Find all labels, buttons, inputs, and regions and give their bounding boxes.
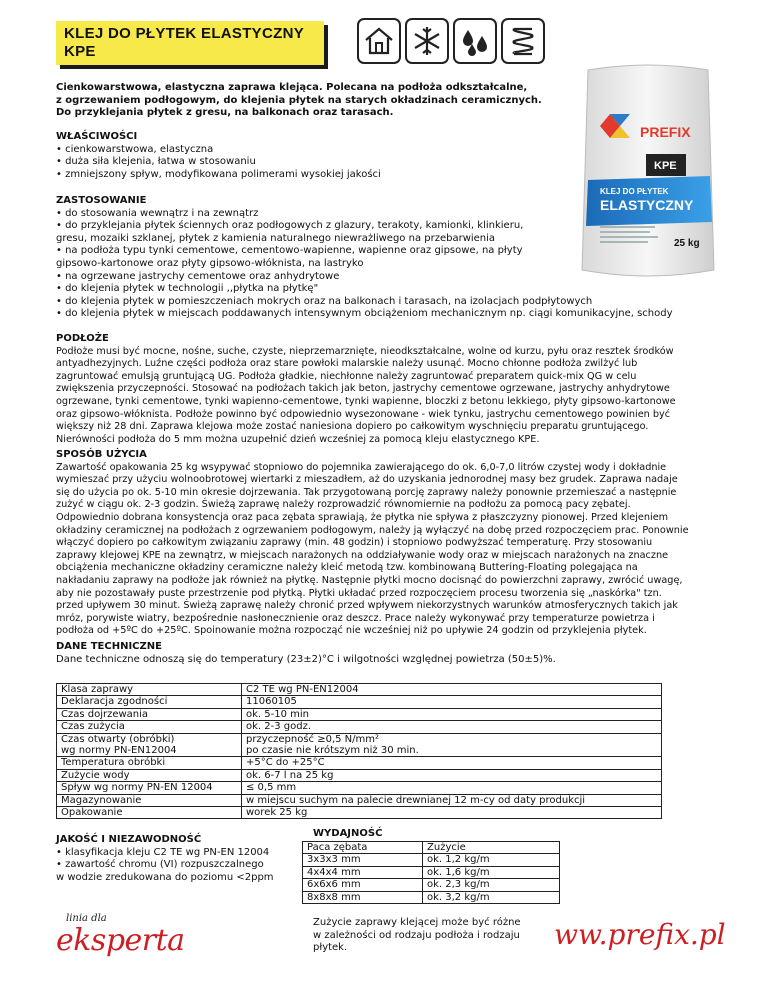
table-row xyxy=(57,721,662,733)
table-row xyxy=(57,696,662,708)
section-zastosowanie xyxy=(56,195,673,321)
section-podloze xyxy=(56,333,676,446)
list-item: • zawartość chromu (VI) rozpuszczalnego xyxy=(56,859,264,871)
table-cell: ok. 5-10 min xyxy=(242,708,662,720)
note-line: Zużycie zaprawy klejącej może być różne xyxy=(313,917,521,928)
house-icon xyxy=(357,18,401,64)
text-line: wymieszać przy użyciu wolnoobrotowej wiertarki z mieszadłem, aż do uzyskania jednorodnej masy bez grudek. Zaprawa nadaje xyxy=(56,474,678,486)
note-line: płytek. xyxy=(313,942,348,954)
cell-line: po czasie nie krótszym niż 30 min. xyxy=(246,745,419,757)
intro-line: Cienkowarstwowa, elastyczna zaprawa klejąca. Polecana na podłoża odkształcalne, xyxy=(56,82,528,93)
table-row xyxy=(303,879,560,891)
table-cell: Opakowanie xyxy=(57,807,242,819)
table-cell: Magazynowanie xyxy=(57,794,242,806)
table-cell: ok. 3,2 kg/m xyxy=(423,891,560,903)
section-sposob-uzycia xyxy=(56,449,689,638)
text-line: podłoża od +5ºC do +25ºC. Spoinowanie można rozpocząć nie wcześniej niż po upływie 24 godzin od przyklejenia płytek. xyxy=(56,625,647,637)
text-line: Podłoże musi być mocne, nośne, suche, czyste, nieprzemarznięte, nieodkształcalne, wolne od kurzu, pyłu oraz resztek środków xyxy=(56,345,674,357)
text-line: aby nie pozostawały puste przestrzenie pod płytką. Płytki układać przed rozpoczęciem procesu tworzenia się „naskórka" tzn. xyxy=(56,587,662,599)
text-line: Odpowiednio dobrana konsystencja oraz paca zębata sprawiają, że płytka nie spływa z płaszczyzny pionowej. Przed klejeniem xyxy=(56,511,669,523)
product-title-box xyxy=(56,21,324,65)
text-line: gresu, mozaiki szklanej, płytek z kamienia naturalnego niewrażliwego na przebarwienia xyxy=(56,232,496,244)
table-cell: 11060105 xyxy=(242,696,662,708)
table-cell: ok. 2,3 kg/m xyxy=(423,879,560,891)
table-cell xyxy=(242,733,662,757)
text-line: zużyć w ciągu ok. 2-3 godzin. Świeżą zaprawę należy rozprowadzić równomiernie na podłożu za pomocą pacy zębatej. xyxy=(56,499,631,511)
bag-label2: ELASTYCZNY xyxy=(600,197,694,213)
section-wydajnosc xyxy=(313,828,382,841)
cell-line: wg normy PN-EN12004 xyxy=(61,745,177,757)
text-line: • do stosowania wewnątrz i na zewnątrz xyxy=(56,207,259,219)
text-line: przed upływem 30 minut. Świeżą zaprawę należy chronić przed wpływem niekorzystnych warunków atmosferycznych takich jak xyxy=(56,600,678,612)
logo-big-text: eksperta xyxy=(56,923,185,958)
table-cell: worek 25 kg xyxy=(242,807,662,819)
table-cell: Spływ wg normy PN-EN 12004 xyxy=(57,782,242,794)
linia-dla-eksperta-logo xyxy=(56,913,186,973)
text-line: • do klejenia płytek w pomieszczeniach mokrych oraz na balkonach i tarasach, na izolacjach podpłytowych xyxy=(56,295,593,307)
logo-small-text: linia dla xyxy=(66,913,107,924)
text-line: • do klejenia płytek w technologii ,,płytka na płytkę" xyxy=(56,283,319,295)
section-heading: SPOSÓB UŻYCIA xyxy=(56,449,147,460)
table-cell: 4x4x4 mm xyxy=(303,866,423,878)
dane-subtitle: Dane techniczne odnoszą się do temperatury (23±2)°C i wilgotności względnej powietrza (50±5)%. xyxy=(56,653,556,665)
table-row xyxy=(303,866,560,878)
table-row xyxy=(57,807,662,819)
product-title: KLEJ DO PŁYTEK ELASTYCZNY xyxy=(64,25,305,42)
section-dane-techniczne xyxy=(56,641,556,666)
text-line: zagruntować emulsją gruntującą UG. Podłoża gładkie, niechłonne należy zagruntować preparatem quick-mix QG w celu xyxy=(56,370,637,382)
text-line: obciążenia mechaniczne okładziny ceramiczne należy kleić metodą tzw. kombinowaną Buttering-Floating polegająca na xyxy=(56,562,638,574)
table-row xyxy=(57,733,662,757)
table-row xyxy=(57,757,662,769)
text-line: ogrzewane, tynki cementowe, tynki wapienno-cementowe, tynki wapienne, bloczki z betonu lekkiego, płyty gipsowo-kartonowe xyxy=(56,395,676,407)
website-link[interactable]: ww.prefix.pl xyxy=(554,918,726,951)
wydajnosc-table xyxy=(302,841,560,904)
table-row xyxy=(57,782,662,794)
wydajnosc-note xyxy=(313,917,521,955)
table-row xyxy=(303,891,560,903)
text-line: zaprawy klejowej KPE na zewnątrz, w miejscach narażonych na oddziaływanie wody oraz w miejscach narażonych na znaczne xyxy=(56,549,669,561)
text-line: włączyć dopiero po całkowitym związaniu zaprawy (min. 48 godzin) i stopniowo podwyższać temperaturę. Przy stosowaniu xyxy=(56,537,653,549)
water-drops-icon xyxy=(453,18,497,64)
list-item: • duża siła klejenia, łatwa w stosowaniu xyxy=(56,156,256,168)
text-line: Zawartość opakowania 25 kg wsypywać stopniowo do pojemnika zawierającego do ok. 6,0-7,0 litrów czystej wody i dokładnie xyxy=(56,461,667,473)
table-cell: 6x6x6 mm xyxy=(303,879,423,891)
table-cell: w miejscu suchym na palecie drewnianej 12 m-cy od daty produkcji xyxy=(242,794,662,806)
intro-line: Do przyklejania płytek z gresu, na balkonach oraz tarasach. xyxy=(56,107,394,119)
section-heading: WŁAŚCIWOŚCI xyxy=(56,131,138,142)
table-row xyxy=(57,708,662,720)
table-cell: 3x3x3 mm xyxy=(303,854,423,866)
section-heading: DANE TECHNICZNE xyxy=(56,641,162,652)
bag-code: KPE xyxy=(654,160,677,172)
text-line: antyadhezyjnych. Luźne części podłoża oraz stare powłoki malarskie należy usunąć. Mocno chłonne podłoża zwilżyć lub xyxy=(56,358,638,370)
table-row xyxy=(57,794,662,806)
bag-label1: KLEJ DO PŁYTEK xyxy=(600,187,669,196)
table-cell: ≤ 0,5 mm xyxy=(242,782,662,794)
section-heading: JAKOŚĆ I NIEZAWODNOŚĆ xyxy=(56,834,202,845)
snowflake-icon xyxy=(405,18,449,64)
table-cell: Czas dojrzewania xyxy=(57,708,242,720)
product-code-title: KPE xyxy=(64,43,96,60)
section-heading: ZASTOSOWANIE xyxy=(56,195,147,206)
text-line: • na ogrzewane jastrychy cementowe oraz anhydrytowe xyxy=(56,270,340,282)
text-line: okładziny ceramicznej na podłożach z ogrzewaniem podłogowym, należy ją wyłączyć na dobę przed rozpoczęciem prac. Ponownie xyxy=(56,524,689,536)
text-line: • do klejenia płytek w miejscach poddawanych intensywnym obciążeniom mechanicznym np. ciągi komunikacyjne, schody xyxy=(56,308,673,320)
list-item: • cienkowarstwowa, elastyczna xyxy=(56,143,214,155)
bag-weight: 25 kg xyxy=(674,238,700,249)
table-cell: C2 TE wg PN-EN12004 xyxy=(242,684,662,696)
table-cell: Deklaracja zgodności xyxy=(57,696,242,708)
text-line: nakładaniu zaprawy na podłoże jak również na płytkę. Następnie płytki mocno docisnąć do powierzchni zaprawy, zwrócić uwagę, xyxy=(56,574,683,586)
text-line: gipsowo-kartonowe oraz płyty gipsowo-włóknista, na lastryko xyxy=(56,257,364,269)
text-line: • na podłoża typu tynki cementowe, cementowo-wapienne, wapienne oraz gipsowe, na płyty xyxy=(56,245,523,257)
property-icons xyxy=(357,18,549,68)
table-cell: Zużycie wody xyxy=(57,769,242,781)
cell-line: przyczepność ≥0,5 N/mm² xyxy=(246,733,380,745)
text-line: większy niż 28 dni. Zaprawa klejowa może zostać naniesiona dopiero po całkowitym wyschnięciu preparatu gruntującego. xyxy=(56,421,649,433)
table-cell: Klasa zaprawy xyxy=(57,684,242,696)
section-heading: WYDAJNOŚĆ xyxy=(313,828,383,839)
table-cell: ok. 1,6 kg/m xyxy=(423,866,560,878)
list-item: • zmniejszony spływ, modyfikowana polimerami wysokiej jakości xyxy=(56,168,381,180)
note-line: w zależności od rodzaju podłoża i rodzaju xyxy=(313,929,520,941)
text-line: mróz, porywiste wiatry, bezpośrednie nasłonecznienie oraz deszcz. Prace należy wykonywać przy temperaturze powietrza i xyxy=(56,612,655,624)
technical-data-table xyxy=(56,683,662,819)
table-cell: 8x8x8 mm xyxy=(303,891,423,903)
table-cell: ok. 1,2 kg/m xyxy=(423,854,560,866)
intro-line: z ogrzewaniem podłogowym, do klejenia płytek na starych okładzinach ceramicznych. xyxy=(56,94,542,106)
table-cell: Czas zużycia xyxy=(57,721,242,733)
text-line: oraz gipsowo-włóknista. Podłoże powinno być odpowiednio wysezonowane - wiek tynku, jastrychu cementowego powinien być xyxy=(56,408,671,420)
table-cell xyxy=(57,733,242,757)
text-line: zwiększenia przyczepności. Stosować na podłożach takich jak beton, jastrychy cementowe ogrzewane, jastrychy anhydrytowe xyxy=(56,383,670,395)
cell-line: Czas otwarty (obróbki) xyxy=(61,733,175,745)
list-item: w wodzie zredukowana do poziomu <2ppm xyxy=(56,871,274,883)
table-row xyxy=(303,854,560,866)
table-header: Paca zębata xyxy=(303,842,423,854)
intro-text xyxy=(56,82,542,120)
text-line: się do użycia po ok. 5-10 min okresie dojrzewania. Tak przygotowaną porcję zaprawy należy ponownie przemieszać a następnie xyxy=(56,486,677,498)
text-line: • do przyklejania płytek ściennych oraz podłogowych z glazury, terakoty, kamionki, klinkieru, xyxy=(56,220,524,232)
table-header: Zużycie xyxy=(423,842,560,854)
spring-icon xyxy=(501,18,545,64)
table-cell: +5°C do +25°C xyxy=(242,757,662,769)
table-row xyxy=(303,842,560,854)
section-jakosc xyxy=(56,834,274,884)
list-item: • klasyfikacja kleju C2 TE wg PN-EN 12004 xyxy=(56,846,270,858)
text-line: Nierówności podłoża do 5 mm można uzupełnić dzień wcześniej za pomocą kleju elastycznego KPE. xyxy=(56,433,540,445)
bag-brand: PREFIX xyxy=(640,124,691,140)
table-row xyxy=(57,684,662,696)
section-wlasciwosci xyxy=(56,131,381,181)
table-cell: Temperatura obróbki xyxy=(57,757,242,769)
section-heading: PODŁOŻE xyxy=(56,333,109,344)
table-cell: ok. 2-3 godz. xyxy=(242,721,662,733)
table-row xyxy=(57,769,662,781)
table-cell: ok. 6-7 l na 25 kg xyxy=(242,769,662,781)
